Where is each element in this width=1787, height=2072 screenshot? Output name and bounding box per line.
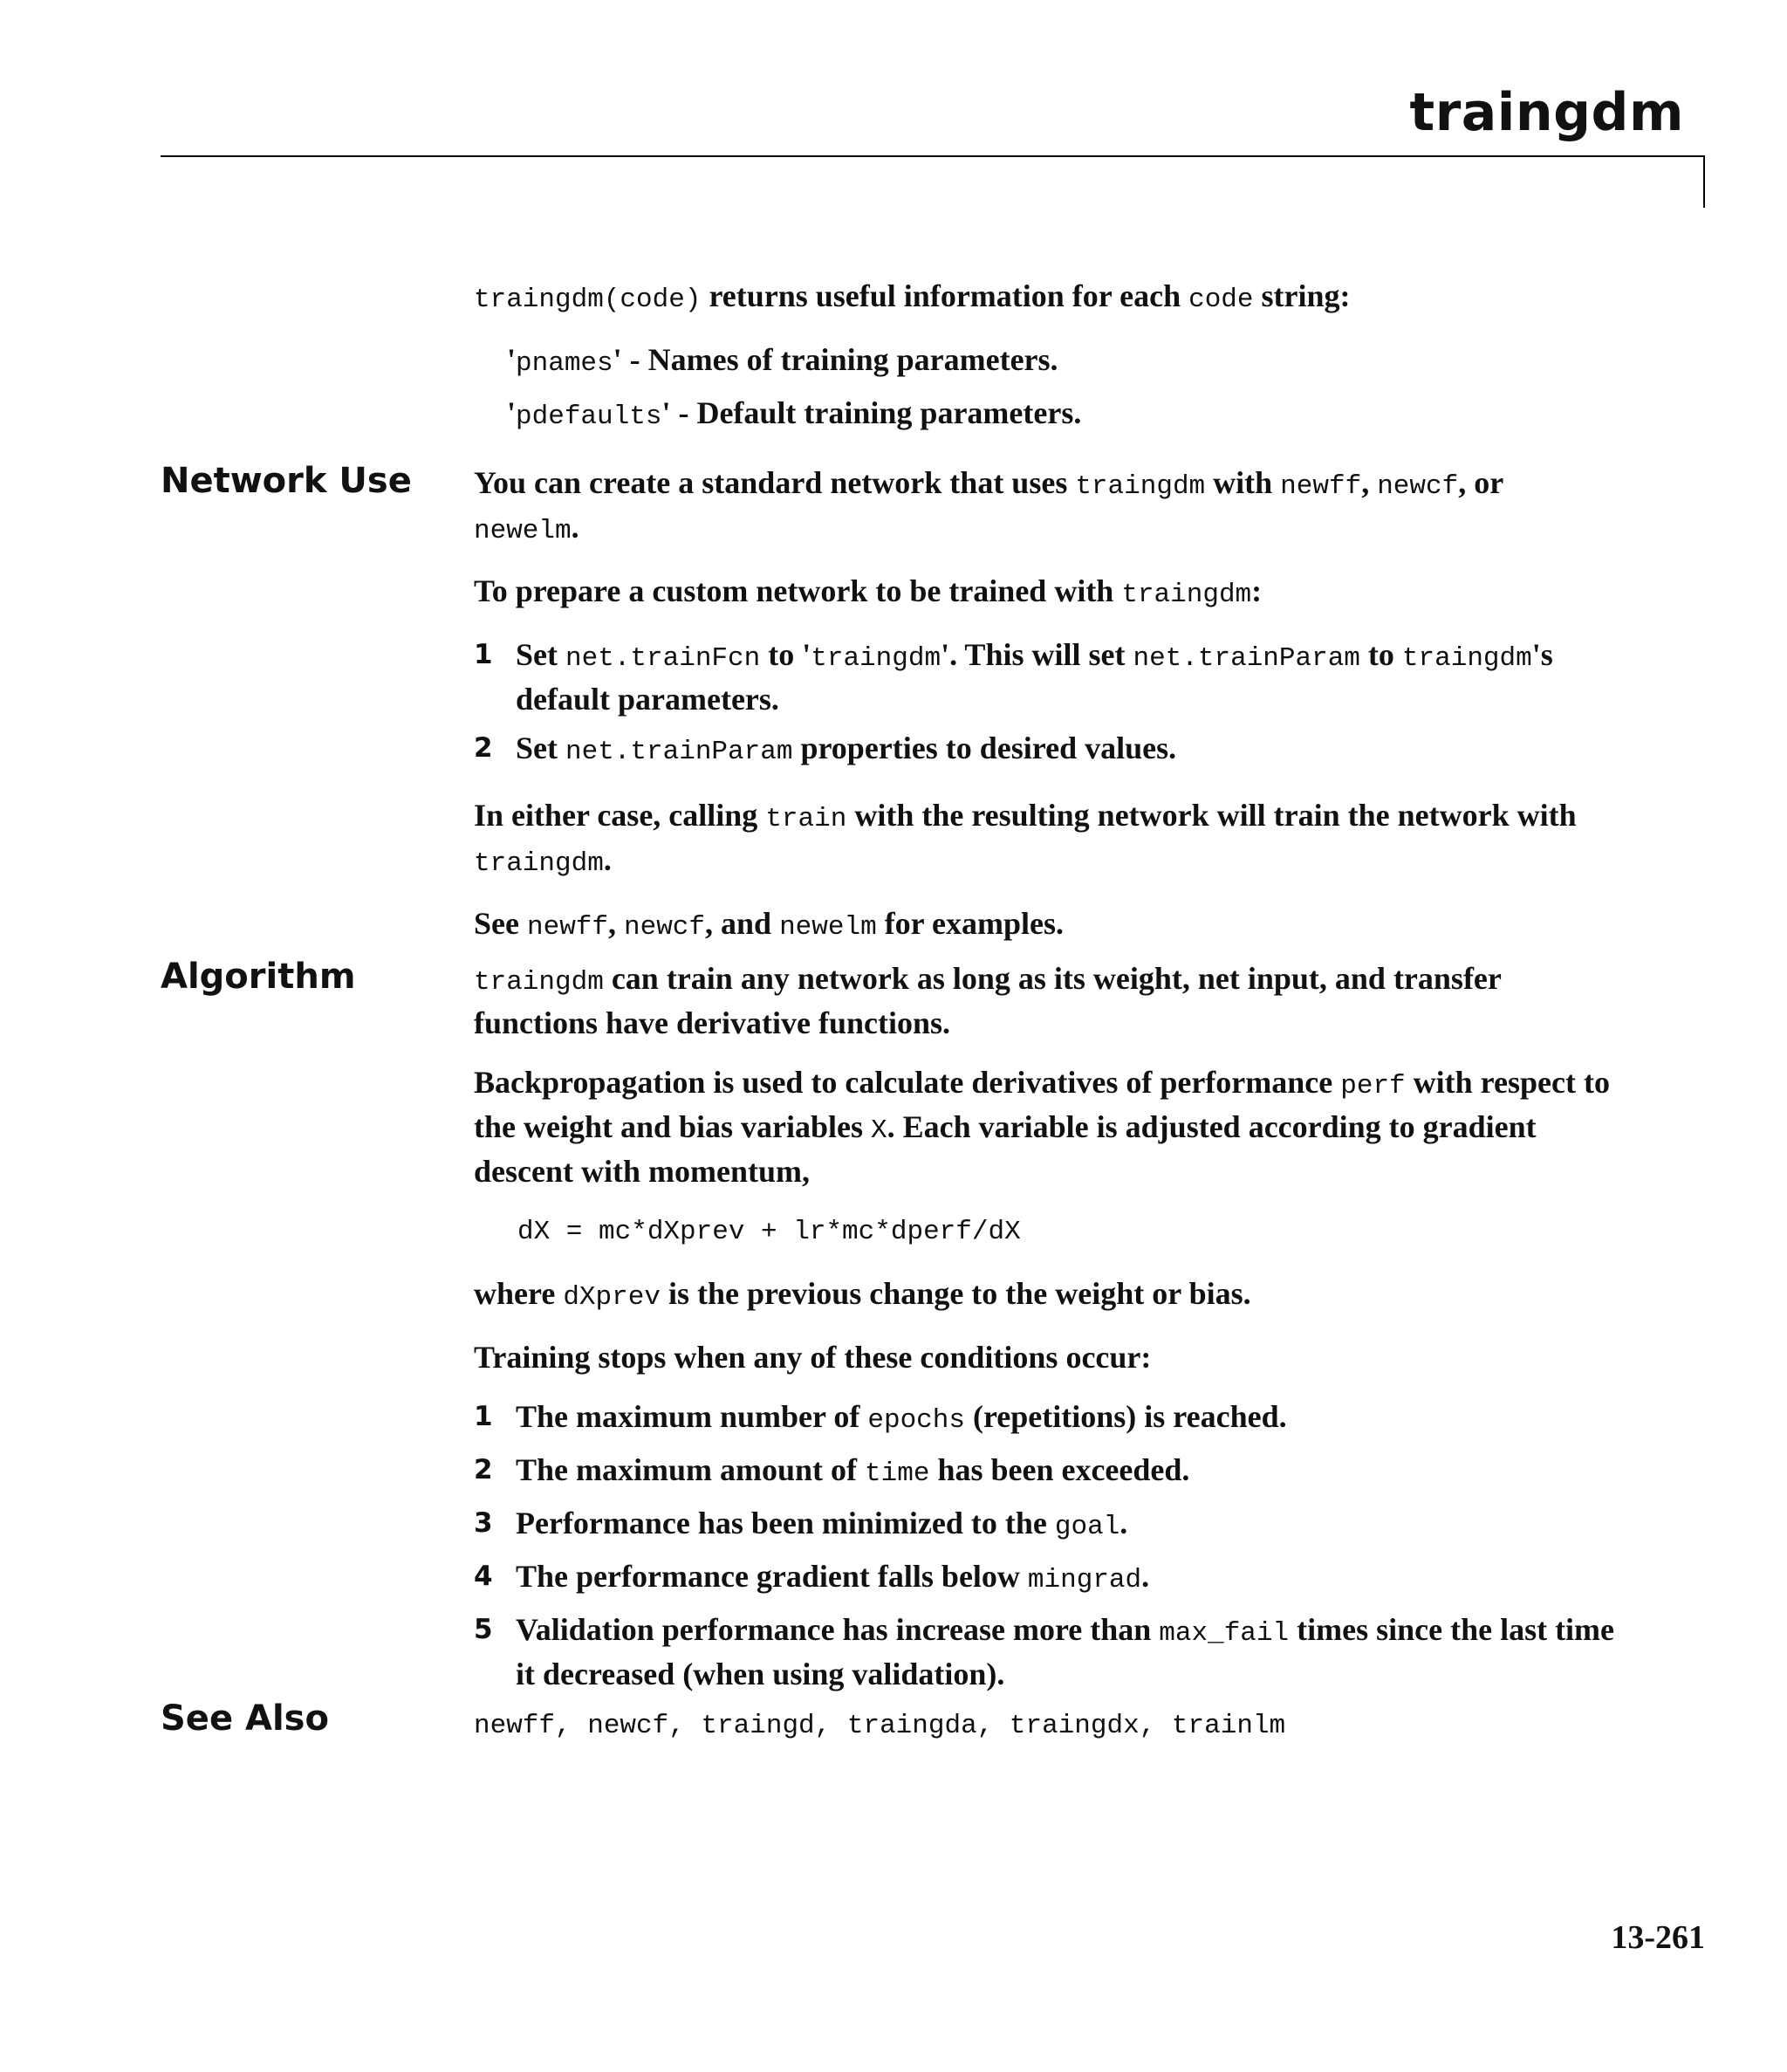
- paragraph: [474, 571, 1626, 615]
- inline-code: dXprev: [563, 1282, 661, 1313]
- list-number: 1: [474, 639, 493, 670]
- text: .: [1141, 1559, 1150, 1594]
- text: has been exceeded.: [929, 1452, 1190, 1487]
- text: 's default parameters.: [516, 637, 1553, 717]
- paragraph: [474, 958, 1626, 1043]
- inline-code: pdefaults: [516, 401, 662, 432]
- text: To prepare a custom network to be trained with: [474, 573, 1122, 608]
- text: Set: [516, 637, 565, 672]
- header-rule: [161, 155, 1705, 157]
- text: with respect to the weight and bias variables: [474, 1065, 1610, 1144]
- list-text: [516, 728, 1626, 772]
- inline-code: code: [1188, 285, 1254, 315]
- text: The performance gradient falls below: [516, 1559, 1028, 1594]
- text: The maximum number of: [516, 1399, 868, 1434]
- inline-code: max_fail: [1159, 1618, 1290, 1649]
- list-number: 4: [474, 1561, 493, 1592]
- text: to: [1359, 637, 1402, 672]
- text: ,: [1361, 465, 1378, 500]
- text: , or: [1458, 465, 1504, 500]
- paragraph: [474, 1273, 1626, 1318]
- inline-code: epochs: [867, 1405, 965, 1436]
- intro-paragraph: [474, 276, 1626, 320]
- text: ' - Default training parameters.: [661, 395, 1082, 430]
- text: :: [1251, 573, 1263, 608]
- inline-code: traingdm: [811, 643, 941, 674]
- text: .: [571, 510, 579, 545]
- list-number: 1: [474, 1401, 493, 1432]
- text: can train any network as long as its weight, net input, and transfer functions have derivative functions.: [474, 961, 1502, 1040]
- text: with: [1205, 465, 1281, 500]
- list-item: [474, 728, 1626, 772]
- see-also-block: [474, 1702, 1626, 1746]
- inline-code: time: [865, 1458, 930, 1489]
- text: Validation performance has increase more than: [516, 1612, 1160, 1647]
- text: returns useful information for each: [701, 278, 1189, 313]
- list-text: [516, 1556, 1626, 1601]
- text: See: [474, 906, 527, 941]
- network-use-block: [474, 463, 1626, 948]
- text: ' - Names of training parameters.: [613, 342, 1058, 377]
- inline-code: train: [765, 804, 847, 834]
- list-text: [516, 1450, 1626, 1494]
- text: string:: [1253, 278, 1351, 313]
- list-number: 5: [474, 1614, 493, 1645]
- code-block: dX = mc*dXprev + lr*mc*dperf/dX: [517, 1217, 1021, 1247]
- text: is the previous change to the weight or bias.: [660, 1276, 1251, 1311]
- text: Performance has been minimized to the: [516, 1506, 1055, 1540]
- section-heading-see-also: See Also: [161, 1698, 329, 1739]
- text: ': [507, 395, 517, 430]
- text: Backpropagation is used to calculate derivatives of performance: [474, 1065, 1341, 1100]
- list-number: 2: [474, 732, 493, 764]
- list-text: [516, 1503, 1626, 1547]
- intro-block: [474, 276, 1626, 437]
- text: .: [603, 842, 612, 877]
- text: for examples.: [876, 906, 1064, 941]
- text: properties to desired values.: [792, 731, 1177, 765]
- text: ,: [608, 906, 624, 941]
- text: ': [507, 342, 517, 377]
- list-number: 2: [474, 1454, 493, 1485]
- inline-code: newcf: [624, 912, 706, 943]
- inline-code: goal: [1054, 1512, 1120, 1542]
- list-text: [516, 635, 1626, 719]
- inline-code: traingdm: [474, 967, 604, 998]
- list-item: [474, 1556, 1626, 1601]
- inline-code: newff: [1280, 471, 1362, 502]
- inline-code: net.trainParam: [1133, 643, 1360, 674]
- text: times since the last time it decreased (when using validation).: [516, 1612, 1615, 1691]
- text: Set: [516, 731, 565, 765]
- page-title: traingdm: [1409, 82, 1684, 143]
- list-item: [474, 1609, 1626, 1694]
- list-item: [474, 1503, 1626, 1547]
- inline-code: newelm: [779, 912, 877, 943]
- paragraph: [474, 903, 1626, 948]
- paragraph: [474, 1062, 1626, 1191]
- text: with the resulting network will train the network with: [846, 798, 1577, 833]
- text: '. This will set: [941, 637, 1133, 672]
- inline-code: perf: [1340, 1071, 1406, 1101]
- page-number: 13-261: [1611, 1919, 1705, 1956]
- inline-code: net.trainFcn: [565, 643, 761, 674]
- inline-code: traingdm: [1075, 471, 1206, 502]
- text: (repetitions) is reached.: [964, 1399, 1287, 1434]
- list-text: [516, 1396, 1626, 1441]
- section-heading-network-use: Network Use: [161, 461, 412, 501]
- paragraph: [474, 795, 1626, 884]
- pnames-line: [474, 340, 1626, 384]
- text: The maximum amount of: [516, 1452, 866, 1487]
- list-number: 3: [474, 1507, 493, 1539]
- paragraph: [474, 463, 1626, 552]
- see-also-links: newff, newcf, traingd, traingda, traingdx, trainlm: [474, 1711, 1286, 1741]
- text: In either case, calling: [474, 798, 766, 833]
- inline-code: net.trainParam: [565, 737, 793, 767]
- section-heading-algorithm: Algorithm: [161, 957, 356, 997]
- list-item: [474, 635, 1626, 719]
- paragraph: Training stops when any of these conditions occur:: [474, 1340, 1152, 1375]
- text: You can create a standard network that uses: [474, 465, 1076, 500]
- algorithm-block: [474, 958, 1626, 1694]
- inline-code: traingdm: [1121, 580, 1252, 610]
- inline-code: X: [871, 1115, 887, 1146]
- text: . Each variable is adjusted according to gradient descent with momentum,: [474, 1109, 1537, 1189]
- text: .: [1119, 1506, 1128, 1540]
- pdefaults-line: [474, 393, 1626, 437]
- header-rule-tick: [1703, 155, 1705, 208]
- text: , and: [705, 906, 780, 941]
- inline-code: traingdm: [474, 848, 604, 879]
- inline-code: traingdm: [1401, 643, 1532, 674]
- inline-code: newcf: [1377, 471, 1459, 502]
- list-item: [474, 1396, 1626, 1441]
- text: where: [474, 1276, 564, 1311]
- inline-code: mingrad: [1027, 1565, 1142, 1595]
- inline-code: pnames: [516, 348, 613, 379]
- inline-code: newelm: [474, 516, 572, 546]
- inline-code: newff: [526, 912, 608, 943]
- text: to ': [760, 637, 811, 672]
- list-item: [474, 1450, 1626, 1494]
- list-text: [516, 1609, 1626, 1694]
- inline-code: traingdm(code): [474, 285, 702, 315]
